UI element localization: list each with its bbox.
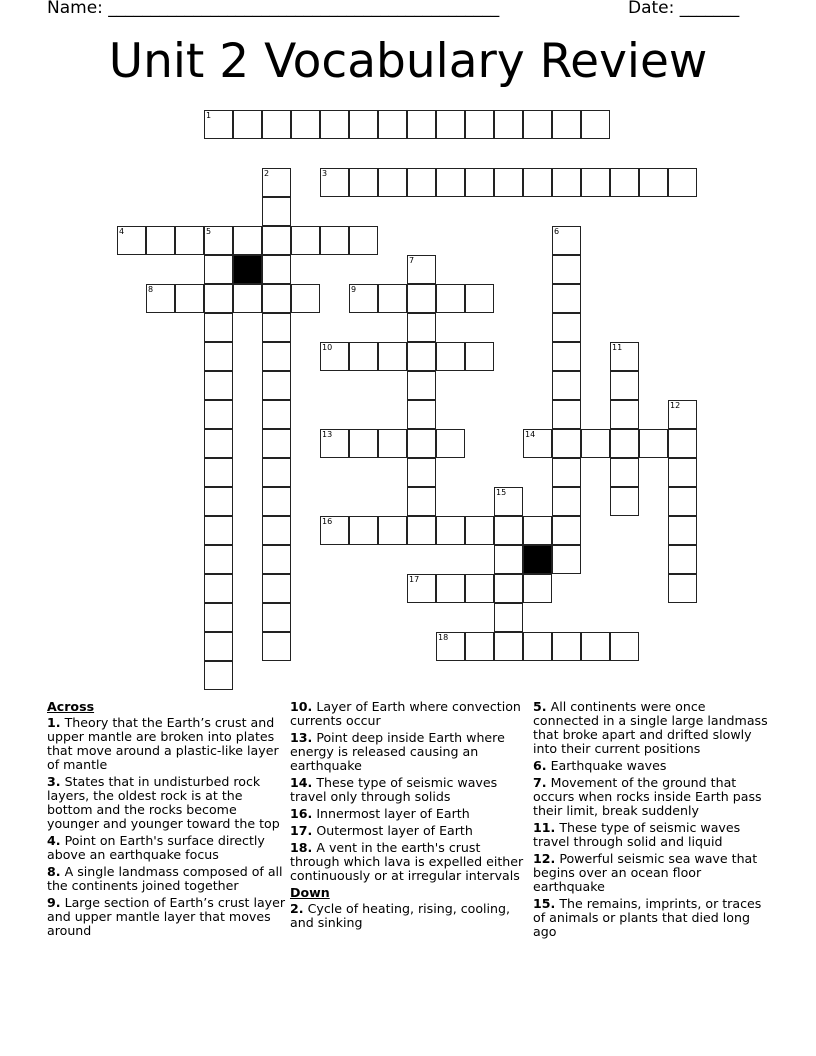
grid-cell[interactable]: [349, 429, 378, 458]
grid-cell[interactable]: [668, 545, 697, 574]
grid-cell[interactable]: [465, 632, 494, 661]
grid-cell[interactable]: [262, 284, 291, 313]
clue-across: 14. These type of seismic waves travel only through solids: [290, 775, 498, 804]
grid-cell[interactable]: [349, 284, 378, 313]
grid-cell[interactable]: [552, 110, 581, 139]
grid-cell[interactable]: [204, 284, 233, 313]
grid-cell[interactable]: [668, 429, 697, 458]
grid-cell[interactable]: [407, 400, 436, 429]
grid-cell[interactable]: [378, 168, 407, 197]
clue-down: 15. The remains, imprints, or traces of animals or plants that died long ago: [533, 896, 762, 939]
grid-cell[interactable]: [204, 342, 233, 371]
across-heading: Across: [47, 699, 95, 714]
grid-cell[interactable]: [262, 487, 291, 516]
clue-across: 9. Large section of Earth’s crust layer and upper mantle layer that moves around: [47, 895, 286, 938]
grid-cell[interactable]: [262, 197, 291, 226]
clue-across: 16. Innermost layer of Earth: [290, 806, 470, 821]
clue-across: 10. Layer of Earth where convection currents occur: [290, 699, 521, 728]
clue-down: 2. Cycle of heating, rising, cooling, and sinking: [290, 901, 511, 930]
grid-cell[interactable]: [465, 574, 494, 603]
grid-cell[interactable]: [378, 429, 407, 458]
grid-cell[interactable]: [204, 226, 233, 255]
grid-cell[interactable]: [204, 632, 233, 661]
grid-cell[interactable]: [494, 168, 523, 197]
grid-cell[interactable]: [262, 516, 291, 545]
grid-cell[interactable]: [668, 458, 697, 487]
grid-cell[interactable]: [523, 168, 552, 197]
grid-cell[interactable]: [349, 342, 378, 371]
clue-across: 18. A vent in the earth's crust through which lava is expelled either continuously or at irregular intervals: [290, 840, 524, 883]
grid-cell[interactable]: [552, 400, 581, 429]
grid-cell[interactable]: [436, 342, 465, 371]
clue-across: 8. A single landmass composed of all the continents joined together: [47, 864, 283, 893]
grid-cell[interactable]: [610, 371, 639, 400]
grid-cell[interactable]: [262, 168, 291, 197]
cell-number: 12: [670, 401, 681, 410]
grid-cell[interactable]: [291, 284, 320, 313]
grid-cell[interactable]: [175, 284, 204, 313]
grid-cell[interactable]: [494, 545, 523, 574]
grid-cell[interactable]: [552, 226, 581, 255]
cell-number: 14: [525, 430, 536, 439]
grid-cell[interactable]: [378, 342, 407, 371]
grid-cell[interactable]: [378, 516, 407, 545]
grid-cell[interactable]: [262, 603, 291, 632]
clue-across: 3. States that in undisturbed rock layers, the oldest rock is at the bottom and the rocks become younger and younger toward the top: [47, 774, 280, 831]
grid-cell[interactable]: [494, 632, 523, 661]
grid-cell[interactable]: [204, 371, 233, 400]
grid-cell[interactable]: [407, 255, 436, 284]
clue-down: 7. Movement of the ground that occurs when rocks inside Earth pass their limit, break suddenly: [533, 775, 762, 818]
grid-cell[interactable]: [494, 574, 523, 603]
grid-cell[interactable]: [407, 458, 436, 487]
grid-cell[interactable]: [581, 110, 610, 139]
grid-cell[interactable]: [204, 487, 233, 516]
grid-cell[interactable]: [204, 545, 233, 574]
grid-cell[interactable]: [494, 516, 523, 545]
grid-cell[interactable]: [233, 284, 262, 313]
grid-cell[interactable]: [262, 371, 291, 400]
page-title: Unit 2 Vocabulary Review: [108, 34, 708, 89]
down-heading: Down: [290, 885, 330, 900]
grid-cell[interactable]: [436, 516, 465, 545]
cell-number: 10: [322, 343, 333, 352]
grid-cell[interactable]: [610, 632, 639, 661]
grid-cell[interactable]: [494, 110, 523, 139]
clues-column-3: [533, 700, 773, 942]
grid-cell[interactable]: [262, 429, 291, 458]
grid-cell[interactable]: [204, 661, 233, 690]
grid-cell[interactable]: [552, 429, 581, 458]
cell-number: 3: [322, 169, 328, 178]
grid-cell[interactable]: [262, 545, 291, 574]
grid-cell[interactable]: [552, 342, 581, 371]
cell-number: 8: [148, 285, 154, 294]
grid-cell[interactable]: [610, 342, 639, 371]
grid-cell[interactable]: [552, 371, 581, 400]
grid-cell[interactable]: [494, 487, 523, 516]
grid-cell[interactable]: [407, 371, 436, 400]
grid-cell[interactable]: [262, 632, 291, 661]
cell-number: 9: [351, 285, 357, 294]
grid-cell[interactable]: [552, 255, 581, 284]
grid-cell[interactable]: [320, 110, 349, 139]
grid-cell[interactable]: [407, 313, 436, 342]
clues-column-1: [47, 700, 287, 941]
grid-cell[interactable]: [204, 603, 233, 632]
grid-cell[interactable]: [523, 110, 552, 139]
cell-number: 16: [322, 517, 333, 526]
grid-cell[interactable]: [639, 429, 668, 458]
grid-cell[interactable]: [320, 342, 349, 371]
grid-cell[interactable]: [523, 574, 552, 603]
grid-cell[interactable]: [494, 603, 523, 632]
cell-number: 4: [119, 227, 125, 236]
grid-cell[interactable]: [204, 313, 233, 342]
grid-cell[interactable]: [407, 429, 436, 458]
grid-cell[interactable]: [204, 429, 233, 458]
cell-number: 5: [206, 227, 212, 236]
date-field[interactable]: Date: _______: [628, 0, 740, 18]
grid-cell[interactable]: [320, 516, 349, 545]
clue-down: 6. Earthquake waves: [533, 758, 667, 773]
grid-cell[interactable]: [320, 226, 349, 255]
cell-number: 15: [496, 488, 507, 497]
grid-cell[interactable]: [349, 168, 378, 197]
grid-cell[interactable]: [465, 168, 494, 197]
grid-cell[interactable]: [378, 110, 407, 139]
grid-cell[interactable]: [436, 284, 465, 313]
grid-cell[interactable]: [552, 168, 581, 197]
grid-cell[interactable]: [262, 342, 291, 371]
grid-cell[interactable]: [668, 168, 697, 197]
grid-cell[interactable]: [204, 516, 233, 545]
grid-cell[interactable]: [436, 574, 465, 603]
grid-cell[interactable]: [436, 110, 465, 139]
grid-cell[interactable]: [581, 632, 610, 661]
grid-cell[interactable]: [117, 226, 146, 255]
black-cell: [523, 545, 552, 574]
cell-number: 13: [322, 430, 333, 439]
grid-cell[interactable]: [349, 226, 378, 255]
grid-cell[interactable]: [668, 516, 697, 545]
grid-cell[interactable]: [552, 516, 581, 545]
grid-cell[interactable]: [262, 400, 291, 429]
grid-cell[interactable]: [523, 516, 552, 545]
grid-cell[interactable]: [610, 400, 639, 429]
grid-cell[interactable]: [465, 516, 494, 545]
grid-cell[interactable]: [204, 110, 233, 139]
clue-down: 12. Powerful seismic sea wave that begins over an ocean floor earthquake: [533, 851, 758, 894]
grid-cell[interactable]: [262, 458, 291, 487]
name-field[interactable]: Name: ______________________________________________: [47, 0, 500, 18]
grid-cell[interactable]: [233, 226, 262, 255]
grid-cell[interactable]: [262, 255, 291, 284]
cell-number: 17: [409, 575, 420, 584]
clue-across: 17. Outermost layer of Earth: [290, 823, 473, 838]
grid-cell[interactable]: [407, 487, 436, 516]
grid-cell[interactable]: [349, 516, 378, 545]
cell-number: 7: [409, 256, 415, 265]
grid-cell[interactable]: [639, 168, 668, 197]
grid-cell[interactable]: [262, 110, 291, 139]
grid-cell[interactable]: [436, 168, 465, 197]
grid-cell[interactable]: [610, 168, 639, 197]
grid-cell[interactable]: [552, 284, 581, 313]
cell-number: 18: [438, 633, 449, 642]
grid-cell[interactable]: [465, 284, 494, 313]
grid-cell[interactable]: [436, 632, 465, 661]
grid-cell[interactable]: [204, 574, 233, 603]
grid-cell[interactable]: [668, 487, 697, 516]
grid-cell[interactable]: [407, 342, 436, 371]
clue-across: 4. Point on Earth's surface directly above an earthquake focus: [47, 833, 265, 862]
cell-number: 11: [612, 343, 623, 352]
grid-cell[interactable]: [668, 400, 697, 429]
clue-down: 5. All continents were once connected in a single large landmass that broke apart and drifted slowly into their current positions: [533, 699, 768, 756]
grid-cell[interactable]: [552, 545, 581, 574]
grid-cell[interactable]: [320, 168, 349, 197]
grid-cell[interactable]: [146, 226, 175, 255]
grid-cell[interactable]: [552, 313, 581, 342]
grid-cell[interactable]: [465, 342, 494, 371]
clue-across: 13. Point deep inside Earth where energy is released causing an earthquake: [290, 730, 505, 773]
grid-cell[interactable]: [233, 110, 262, 139]
clue-across: 1. Theory that the Earth’s crust and upper mantle are broken into plates that move around a plastic-like layer of mantle: [47, 715, 279, 772]
grid-cell[interactable]: [552, 458, 581, 487]
grid-cell[interactable]: [610, 429, 639, 458]
grid-cell[interactable]: [204, 458, 233, 487]
grid-cell[interactable]: [291, 226, 320, 255]
grid-cell[interactable]: [552, 632, 581, 661]
grid-cell[interactable]: [552, 487, 581, 516]
grid-cell[interactable]: [349, 110, 378, 139]
grid-cell[interactable]: [407, 574, 436, 603]
grid-cell[interactable]: [262, 313, 291, 342]
cell-number: 1: [206, 111, 212, 120]
clue-down: 11. These type of seismic waves travel through solid and liquid: [533, 820, 741, 849]
grid-cell[interactable]: [581, 429, 610, 458]
grid-cell[interactable]: [262, 226, 291, 255]
grid-cell[interactable]: [610, 458, 639, 487]
cell-number: 2: [264, 169, 270, 178]
grid-cell[interactable]: [407, 110, 436, 139]
grid-cell[interactable]: [204, 400, 233, 429]
grid-cell[interactable]: [262, 574, 291, 603]
grid-cell[interactable]: [407, 284, 436, 313]
grid-cell[interactable]: [407, 168, 436, 197]
cell-number: 6: [554, 227, 560, 236]
grid-cell[interactable]: [320, 429, 349, 458]
grid-cell[interactable]: [436, 429, 465, 458]
grid-cell[interactable]: [465, 110, 494, 139]
grid-cell[interactable]: [175, 226, 204, 255]
grid-cell[interactable]: [146, 284, 175, 313]
grid-cell[interactable]: [378, 284, 407, 313]
grid-cell[interactable]: [204, 255, 233, 284]
grid-cell[interactable]: [523, 429, 552, 458]
grid-cell[interactable]: [581, 168, 610, 197]
grid-cell[interactable]: [668, 574, 697, 603]
grid-cell[interactable]: [610, 487, 639, 516]
grid-cell[interactable]: [291, 110, 320, 139]
grid-cell[interactable]: [523, 632, 552, 661]
black-cell: [233, 255, 262, 284]
clues-column-2: [290, 700, 530, 933]
grid-cell[interactable]: [407, 516, 436, 545]
